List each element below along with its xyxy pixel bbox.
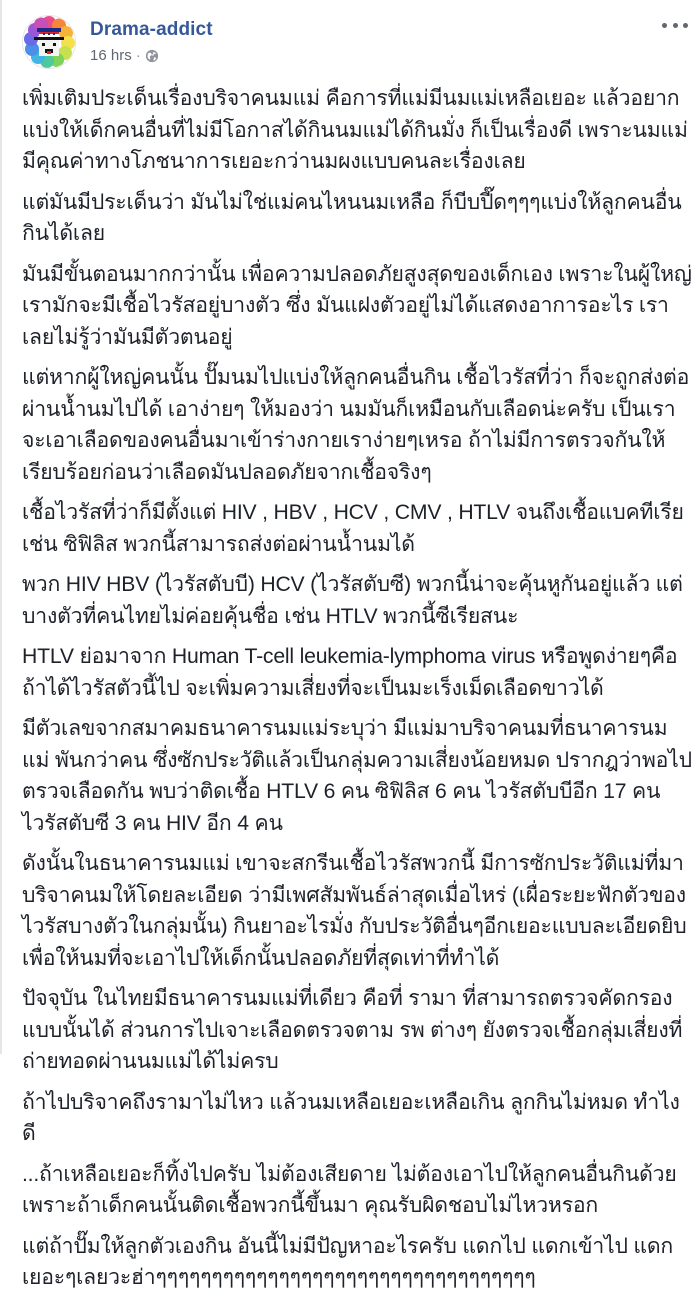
post-paragraph: HTLV ย่อมาจาก Human T-cell leukemia-lymphoma virus หรือพูดง่ายๆคือ ถ้าได้ไวรัสตัวนี้ไป จะเพิ่มความเสี่ยงที่จะเป็นมะเร็งเม็ดเลือดขาวได้ <box>22 645 684 700</box>
post-paragraph: ...ถ้าเหลือเยอะก็ทิ้งไปครับ ไม่ต้องเสียดาย ไม่ต้องเอาไปให้ลูกคนอื่นกินด้วย เพราะถ้าเด็กคนนั้นติดเชื้อพวกนี้ขึ้นมา คุณรับผิดชอบไม่ไหวหรอก <box>22 1162 683 1217</box>
post-paragraph: เชื้อไวรัสที่ว่าก็มีตั้งแต่ HIV , HBV , HCV , CMV , HTLV จนถึงเชื้อแบคทีเรีย เช่น ซิฟิลิส พวกนี้สามารถส่งต่อผ่านน้ำนมได้ <box>22 501 690 556</box>
timestamp-link[interactable]: 16 hrs <box>90 47 132 64</box>
separator-dot: · <box>135 47 141 64</box>
post-paragraph: เพิ่มเติมประเด็นเรื่องบริจาคนมแม่ คือการที่แม่มีนมแม่เหลือเยอะ แล้วอยากแบ่งให้เด็กคนอื่นที่ไม่มีโอกาสได้กินนมแม่ได้กินมั่ง ก็เป็นเรื่องดี เพราะนมแม่ มีคุณค่าทางโภชนาการเยอะกว่านมผงแบบคนละเรื่องเลย <box>22 87 694 173</box>
avatar-image-icon <box>23 16 75 68</box>
post-header <box>22 14 213 70</box>
post-meta <box>90 19 213 65</box>
globe-icon[interactable] <box>145 49 159 63</box>
post-paragraph: มันมีขั้นตอนมากกว่านั้น เพื่อความปลอดภัยสูงสุดของเด็กเอง เพราะในผู้ใหญ่ เรามักจะมีเชื้อไวรัสอยู่บางตัว ซึ่ง มันแฝงตัวอยู่ไม่ได้แสดงอาการอะไร เราเลยไม่รู้ว่ามันมีตัวตนอยู่ <box>22 262 698 349</box>
author-name-link[interactable]: Drama-addict <box>90 19 213 40</box>
post-paragraph: ปัจจุบัน ในไทยมีธนาคารนมแม่ที่เดียว คือที่ รามา ที่สามารถตรวจคัดกรองแบบนั้นได้ ส่วนการไปเจาะเลือดตรวจตาม รพ ต่างๆ ยังตรวจเชื้อกลุ่มเสี่ยงที่ถ่ายทอดผ่านนมแม่ได้ไม่ครบ <box>22 987 683 1073</box>
post-paragraph: ดังนั้นในธนาคารนมแม่ เขาจะสกรีนเชื้อไวรัสพวกนี้ มีการซักประวัติแม่ที่มาบริจาคนมให้โดยละเอียด ว่ามีเพศสัมพันธ์ล่าสุดเมื่อไหร่ (เผื่อระยะฟักตัวของไวรัสบางตัวในกลุ่มนั้น) กินยาอะไรมั่ง กับประวัติอื่นๆอีกเยอะแบบละเอียดยิบ เพื่อให้นมที่จะเอาไปให้เด็กนั้นปลอดภัยที่สุดเท่าที่ทำได้ <box>22 852 693 970</box>
post-paragraph: แต่ถ้าปั๊มให้ลูกตัวเองกิน อันนี้ไม่มีปัญหาอะไรครับ แดกไป แดกเข้าไป แดกเยอะๆเลยวะฮ่าๆๆๆๆๆๆๆๆๆๆๆๆๆๆๆๆๆๆๆๆๆๆๆๆๆๆๆๆๆๆๆๆๆๆ <box>22 1234 674 1289</box>
post-paragraph: มีตัวเลขจากสมาคมธนาคารนมแม่ระบุว่า มีแม่มาบริจาคนมที่ธนาคารนมแม่ พันกว่าคน ซึ่งซักประวัติแล้วเป็นกลุ่มความเสี่ยงน้อยหมด ปรากฎว่าพอไปตรวจเลือดกัน พบว่าติดเชื้อ HTLV 6 คน ซิฟิลิส 6 คน ไวรัสตับบีอีก 17 คน ไวรัสตับซี 3 คน HIV อีก 4 คน <box>22 717 692 835</box>
post-paragraph: ถ้าไปบริจาคถึงรามาไม่ไหว แล้วนมเหลือเยอะเหลือเกิน ลูกกินไม่หมด ทำไงดี <box>22 1090 680 1145</box>
more-options-icon-dot <box>673 23 678 28</box>
post-paragraph: พวก HIV HBV (ไวรัสตับบี) HCV (ไวรัสตับซี) พวกนี้น่าจะคุ้นหูกันอยู่แล้ว แต่บางตัวที่คนไทยไม่ค่อยคุ้นชื่อ เช่น HTLV พวกนี้ซีเรียสนะ <box>22 573 683 628</box>
post-paragraph: แต่หากผู้ใหญ่คนนั้น ปั๊มนมไปแบ่งให้ลูกคนอื่นกิน เชื้อไวรัสที่ว่า ก็จะถูกส่งต่อผ่านน้ำนมไปได้ เอาง่ายๆ ให้มองว่า นมมันก็เหมือนกับเลือดน่ะครับ เป็นเรา จะเอาเลือดของคนอื่นมาเข้าร่างกายเราง่ายๆเหรอ ถ้าไม่มีการตรวจกันให้เรียบร้อยก่อนว่าเลือดมันปลอดภัยจากเชื้อจริงๆ <box>22 366 690 484</box>
timestamp-row <box>90 47 213 65</box>
post-paragraph: แต่มันมีประเด็นว่า มันไม่ใช่แม่คนไหนนมเหลือ ก็บีบปี๊ดๆๆๆแบ่งให้ลูกคนอื่นกินได้เลย <box>22 190 682 245</box>
more-options-icon-dot <box>683 23 688 28</box>
more-options-button[interactable] <box>662 18 688 32</box>
more-options-icon-dot <box>662 23 667 28</box>
post-body <box>22 83 698 1303</box>
avatar[interactable] <box>22 15 76 69</box>
